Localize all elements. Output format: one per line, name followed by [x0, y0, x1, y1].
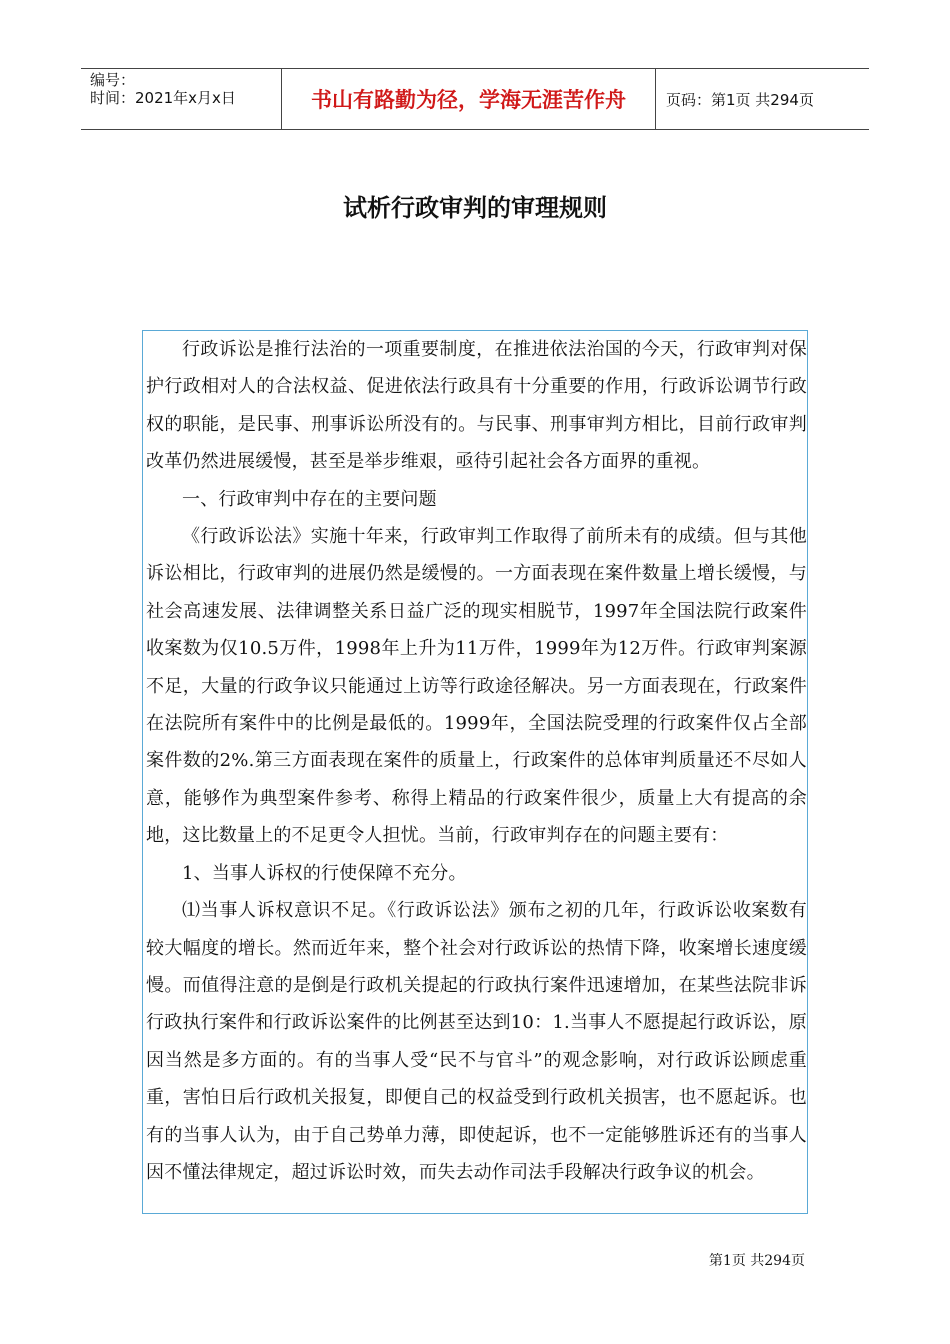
header-page-info: 页码：第1页 共294页: [666, 90, 814, 109]
header-table: [81, 68, 869, 130]
section-heading: 一、行政审判中存在的主要问题: [182, 488, 437, 510]
document-title: 试析行政审判的审理规则: [343, 194, 607, 222]
header-motto: 书山有路勤为径，学海无涯苦作舟: [281, 69, 656, 129]
subsection-heading: 1、当事人诉权的行使保障不充分。: [182, 862, 467, 884]
intro-paragraph: 行政诉讼是推行法治的一项重要制度，在推进依法治国的今天，行政审判对保护行政相对人的合法权益、促进依法行政具有十分重要的作用，行政诉讼调节行政权的职能，是民事、刑事诉讼所没有的。与民事、刑事审判方相比，目前行政审判改革仍然进展缓慢，甚至是举步维艰，亟待引起社会各方面界的重视。: [146, 339, 807, 473]
serial-number-label: 编号：: [90, 71, 136, 89]
header-meta: [81, 69, 281, 129]
body-paragraph: ⑴当事人诉权意识不足。《行政诉讼法》颁布之初的几年，行政诉讼收案数有较大幅度的增长。然而近年来，整个社会对行政诉讼的热情下降，收案增长速度缓慢。而值得注意的是倒是行政机关提起的行政执行案件迅速增加，在某些法院非诉行政执行案件和行政诉讼案件的比例甚至达到10：1.当事人不愿提起行政诉讼，原因当然是多方面的。有的当事人受“民不与官斗”的观念影响，对行政诉讼顾虑重重，害怕日后行政机关报复，即便自己的权益受到行政机关损害，也不愿起诉。也有的当事人认为，由于自己势单力薄，即使起诉，也不一定能够胜诉还有的当事人因不懂法律规定，超过诉讼时效，而失去动作司法手段解决行政争议的机会。: [146, 900, 807, 1183]
page-footer: 第1页 共294页: [708, 1253, 805, 1269]
body-paragraph: 《行政诉讼法》实施十年来，行政审判工作取得了前所未有的成绩。但与其他诉讼相比，行政审判的进展仍然是缓慢的。一方面表现在案件数量上增长缓慢，与社会高速发展、法律调整关系日益广泛的现实相脱节，1997年全国法院行政案件收案数为仅10.5万件，1998年上升为11万件，1999年为12万件。行政审判案源不足，大量的行政争议只能通过上访等行政途径解决。另一方面表现在，行政案件在法院所有案件中的比例是最低的。1999年，全国法院受理的行政案件仅占全部案件数的2%.第三方面表现在案件的质量上，行政案件的总体审判质量还不尽如人意，能够作为典型案件参考、称得上精品的行政案件很少，质量上大有提高的余地，这比数量上的不足更令人担忧。当前，行政审判存在的问题主要有：: [146, 526, 807, 847]
body-text-frame: [142, 330, 808, 1214]
date-label: 时间：2021年x月x日: [90, 89, 236, 107]
